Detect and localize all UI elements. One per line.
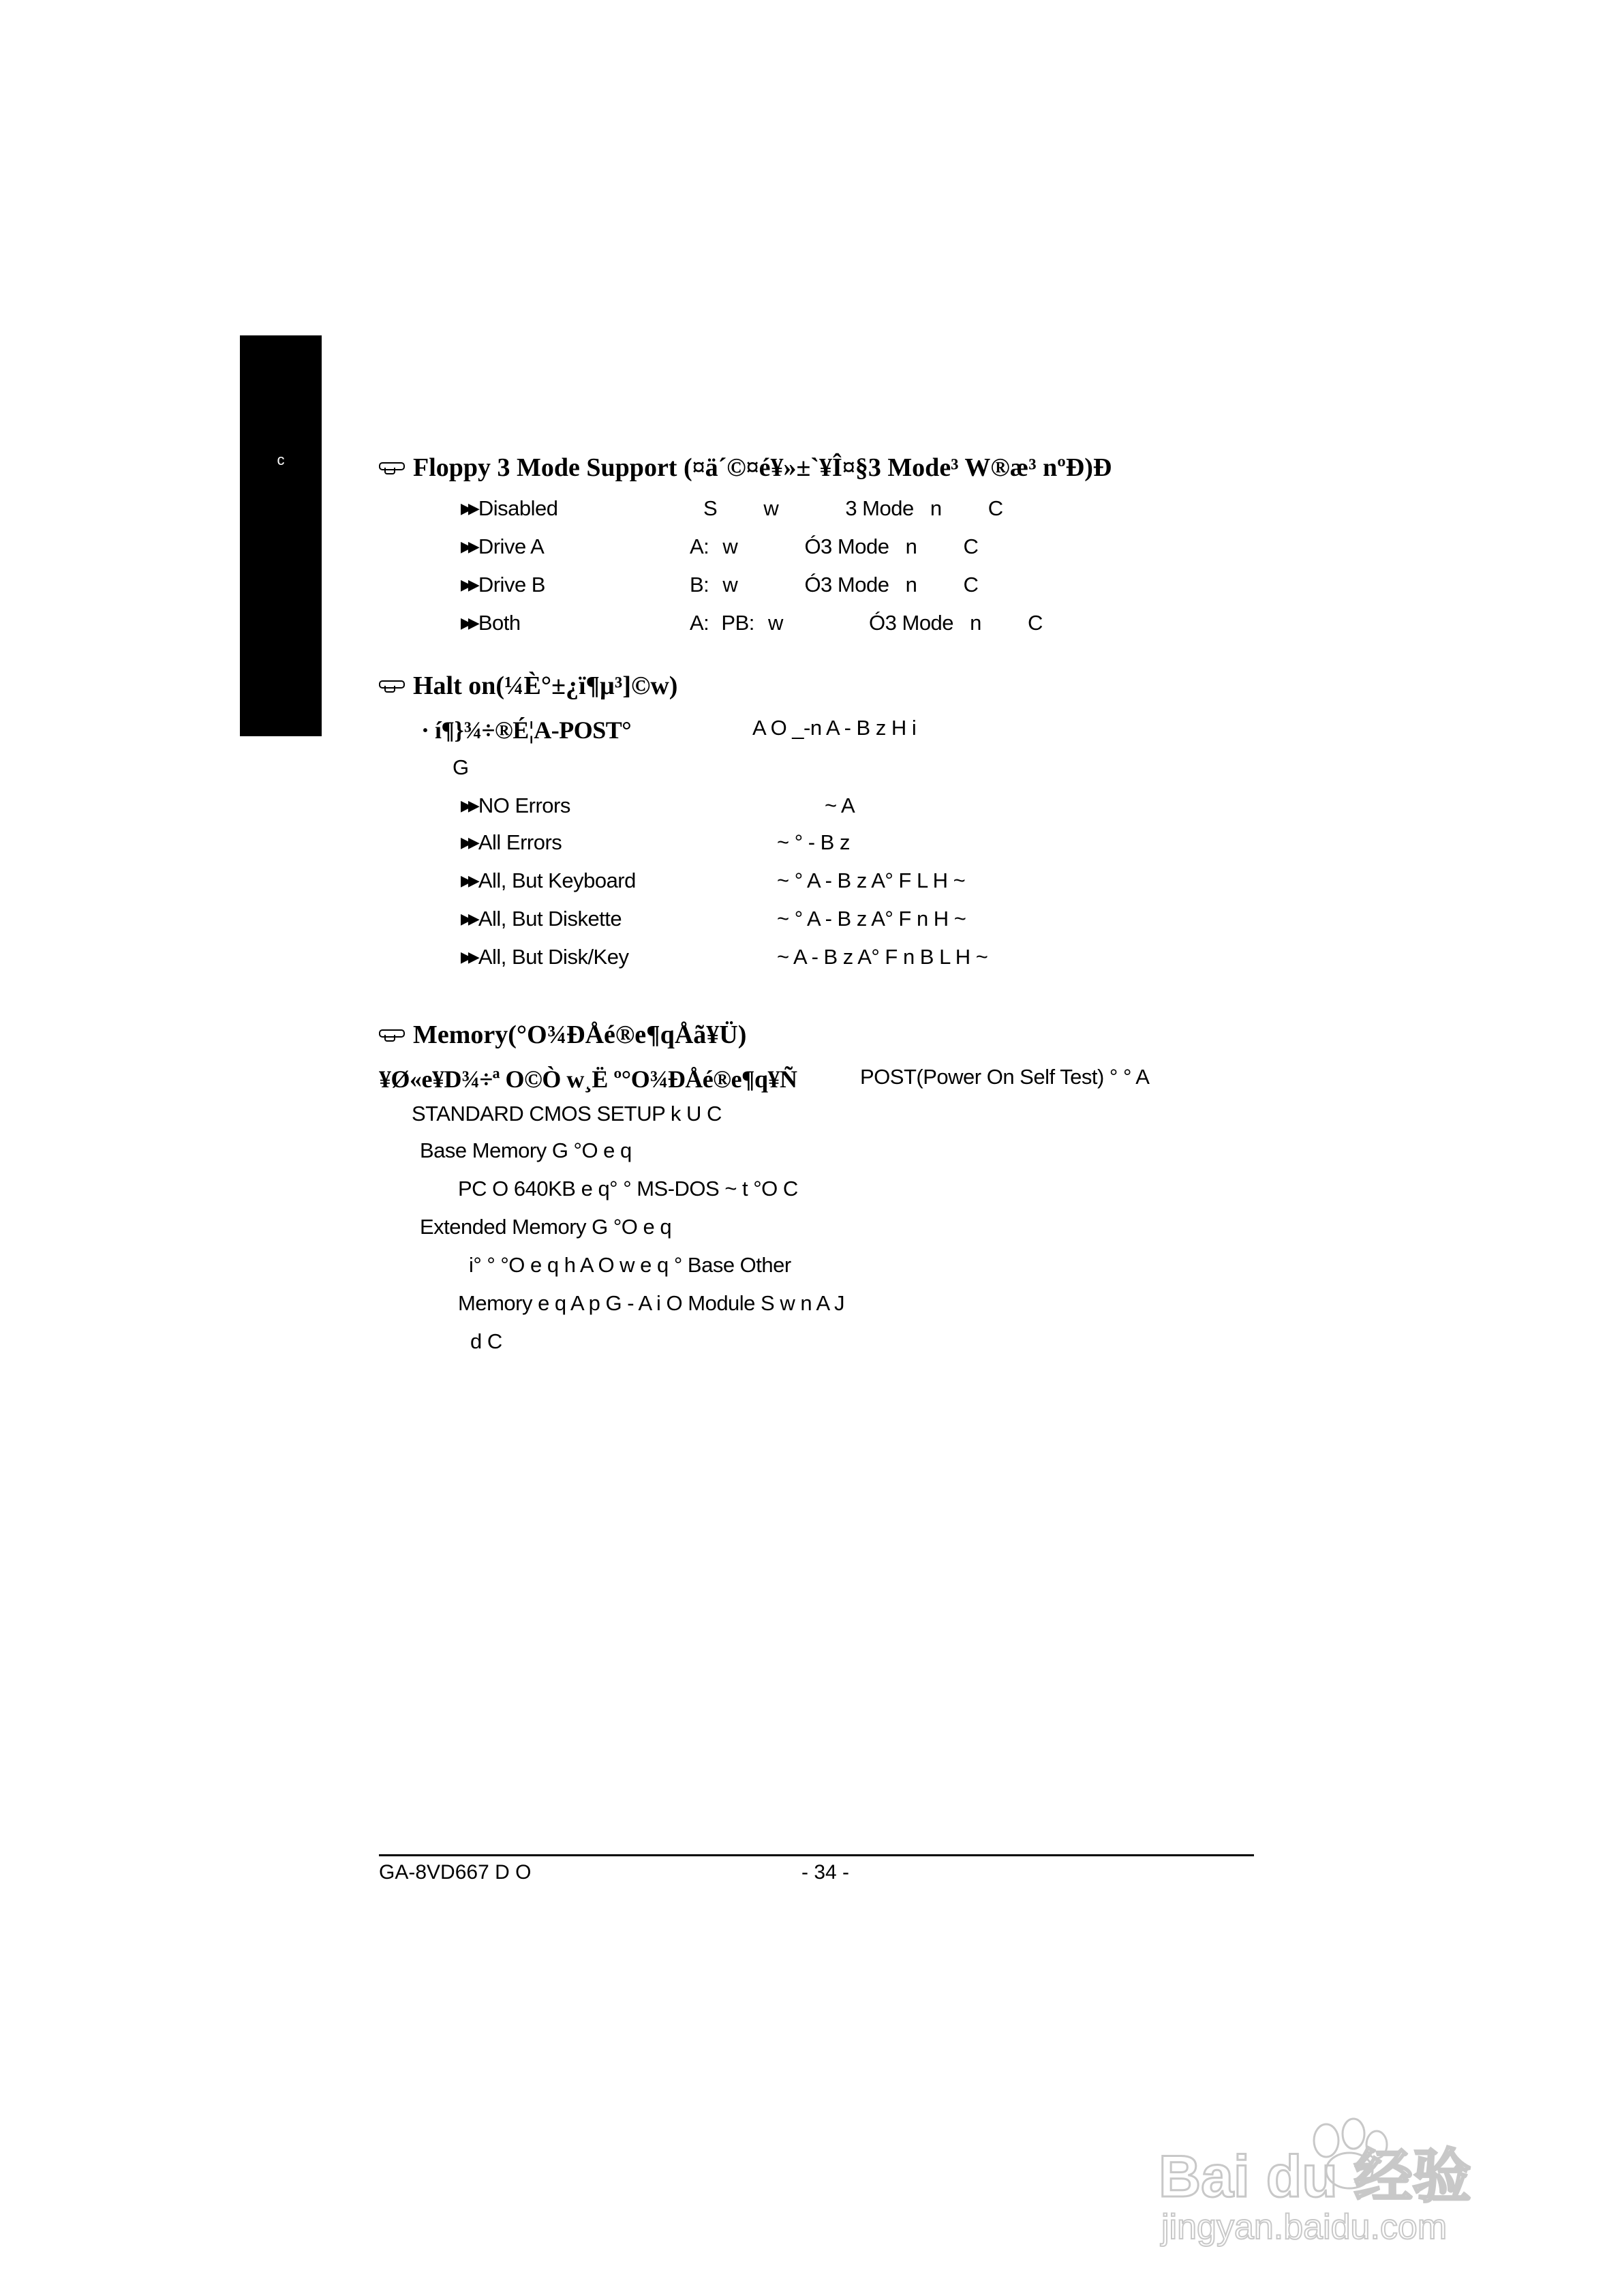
section-heading-halt-on (379, 671, 677, 701)
chapter-side-tab (240, 335, 322, 736)
option-desc: ~ A - B z A° F n B L H ~ (777, 945, 988, 969)
memory-line: d C (470, 1329, 502, 1353)
option-row (461, 611, 521, 635)
intro-line-right: POST(Power On Self Test) ° ° A (860, 1065, 1150, 1089)
heading-text: Floppy 3 Mode Support (¤ä´©¤é¥»±`¥Î¤§3 Mode³ W®æ³ nºÐ)Ð (413, 453, 1112, 482)
option-desc: ~ ° A - B z A° F L H ~ (777, 868, 966, 892)
double-arrow-icon: ▶▶ (461, 538, 476, 555)
section-heading-floppy (379, 453, 1112, 483)
option-row (461, 496, 557, 521)
watermark-url: jingyan.baidu.com (1161, 2207, 1448, 2247)
intro-line: ¥Ø«e¥D¾÷ª O©Ò w¸Ë º°O¾ÐÅé®e¶q¥Ñ (379, 1066, 797, 1093)
footer-model: GA-8VD667 D O (379, 1861, 532, 1884)
memory-line: Memory e q A p G - A i O Module S w n A J (458, 1291, 845, 1315)
footer-rule (379, 1854, 1254, 1856)
option-label: All Errors (478, 830, 562, 854)
option-label: Drive A (478, 534, 545, 558)
double-arrow-icon: ▶▶ (461, 834, 476, 851)
memory-line: Extended Memory G °O e q (420, 1215, 672, 1239)
memory-line: PC O 640KB e q° ° MS-DOS ~ t °O C (458, 1177, 798, 1200)
pointing-hand-icon (379, 1025, 403, 1040)
option-desc: A: w Ó3 Mode n C (690, 534, 979, 558)
page-number: - 34 - (801, 1861, 850, 1884)
double-arrow-icon: ▶▶ (461, 910, 476, 927)
double-arrow-icon: ▶▶ (461, 500, 476, 517)
memory-line: Base Memory G °O e q (420, 1138, 632, 1162)
double-arrow-icon: ▶▶ (461, 797, 476, 814)
pointing-hand-icon (379, 676, 403, 691)
double-arrow-icon: ▶▶ (461, 948, 476, 965)
intro-line-right: A O _-n A - B z H i (752, 716, 917, 740)
option-row (461, 907, 622, 931)
option-row (461, 573, 545, 597)
pointing-hand-icon (379, 458, 403, 473)
option-desc: A: PB: w Ó3 Mode n C (690, 611, 1043, 635)
baidu-jingyan-watermark (1152, 2113, 1533, 2250)
option-label: All, But Diskette (478, 907, 622, 931)
watermark-brand: Bai du 经验 (1159, 2144, 1471, 2209)
side-tab-label: c (277, 451, 285, 468)
option-label: All, But Disk/Key (478, 945, 629, 969)
option-row (461, 534, 544, 559)
option-row (461, 830, 562, 855)
intro-line: · í¶}¾÷®É¦A-POST° (421, 716, 632, 744)
option-desc: ~ ° A - B z A° F n H ~ (777, 907, 966, 931)
option-label: Both (478, 611, 521, 635)
heading-text: Halt on(¼È°±¿ï¶µ³]©w) (413, 671, 678, 700)
memory-line: i° ° °O e q h A O w e q ° Base Other (469, 1253, 791, 1277)
option-label: NO Errors (478, 794, 570, 817)
option-desc: B: w Ó3 Mode n C (690, 573, 979, 596)
option-row (461, 945, 628, 969)
double-arrow-icon: ▶▶ (461, 614, 476, 631)
double-arrow-icon: ▶▶ (461, 576, 476, 593)
option-desc: S w 3 Mode n C (703, 496, 1003, 520)
option-row (461, 794, 570, 818)
option-desc: ~ ° - B z (777, 830, 850, 854)
option-label: Disabled (478, 496, 558, 520)
double-arrow-icon: ▶▶ (461, 872, 476, 889)
heading-text: Memory(°O¾ÐÅé®e¶qÅã¥Ü) (413, 1021, 747, 1049)
memory-line: STANDARD CMOS SETUP k U C (412, 1102, 722, 1126)
option-label: Drive B (478, 573, 545, 596)
section-heading-memory (379, 1020, 746, 1050)
option-row (461, 868, 636, 893)
intro-continuation: G (453, 755, 469, 779)
option-desc: ~ A (825, 794, 855, 817)
option-label: All, But Keyboard (478, 868, 636, 892)
